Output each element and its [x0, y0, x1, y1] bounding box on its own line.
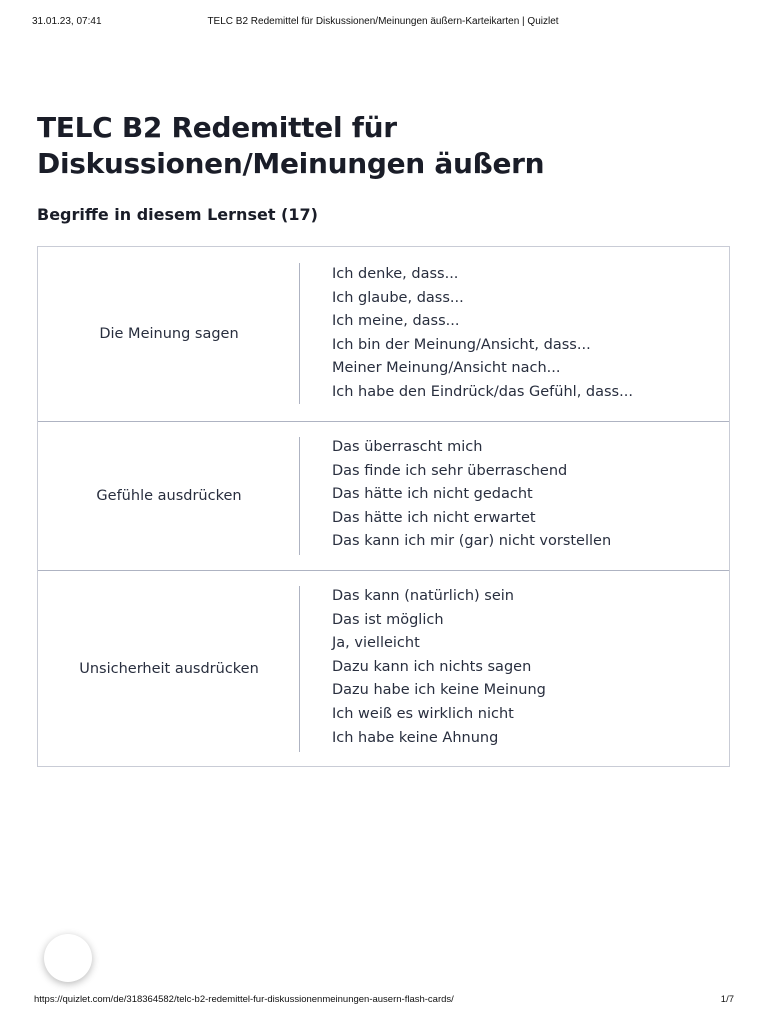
print-url: https://quizlet.com/de/318364582/telc-b2-redemittel-fur-diskussionenmeinungen-ausern-flash-cards/ — [34, 994, 454, 1005]
definition-line: Ja, vielleicht — [332, 635, 420, 652]
print-datetime: 31.01.23, 07:41 — [32, 16, 102, 27]
page-title: TELC B2 Redemittel für Diskussionen/Meinungen äußern — [37, 111, 545, 180]
print-header — [32, 16, 734, 30]
definition-line: Das hätte ich nicht erwartet — [332, 509, 536, 526]
definition-line: Ich bin der Meinung/Ansicht, dass... — [332, 336, 591, 353]
card-divider — [299, 437, 300, 555]
definition-line: Ich habe keine Ahnung — [332, 729, 499, 746]
card-divider — [299, 586, 300, 752]
term-card — [38, 422, 729, 571]
definition-line: Ich weiß es wirklich nicht — [332, 705, 514, 722]
definition-line: Das kann (natürlich) sein — [332, 588, 514, 604]
definition-line: Meiner Meinung/Ansicht nach... — [332, 360, 561, 377]
card-term: Unsicherheit ausdrücken — [79, 660, 259, 677]
terms-heading: Begriffe in diesem Lernset (17) — [37, 205, 318, 224]
floating-action-button[interactable] — [44, 934, 92, 982]
card-divider — [299, 263, 300, 404]
definition-line: Ich denke, dass... — [332, 266, 459, 282]
print-document-title: TELC B2 Redemittel für Diskussionen/Meinungen äußern-Karteikarten | Quizlet — [207, 16, 559, 27]
definition-line: Das hätte ich nicht gedacht — [332, 486, 533, 503]
term-card — [38, 247, 729, 422]
card-definition — [300, 571, 546, 766]
term-card — [38, 571, 729, 766]
card-definition — [300, 422, 611, 570]
definition-line: Dazu kann ich nichts sagen — [332, 658, 532, 675]
term-card-list — [37, 246, 730, 767]
print-footer — [34, 994, 734, 1008]
card-term: Gefühle ausdrücken — [96, 488, 242, 504]
definition-line: Das ist möglich — [332, 611, 444, 628]
definition-line: Ich glaube, dass... — [332, 289, 464, 306]
definition-line: Dazu habe ich keine Meinung — [332, 682, 546, 699]
definition-line: Ich habe den Eindrück/das Gefühl, dass... — [332, 383, 633, 400]
definition-line: Das überrascht mich — [332, 439, 483, 455]
definition-line: Das finde ich sehr überraschend — [332, 462, 568, 479]
card-term: Die Meinung sagen — [99, 326, 239, 342]
definition-line: Das kann ich mir (gar) nicht vorstellen — [332, 533, 612, 550]
definition-line: Ich meine, dass... — [332, 313, 460, 330]
card-definition — [300, 247, 633, 421]
print-page-number: 1/7 — [720, 994, 734, 1005]
